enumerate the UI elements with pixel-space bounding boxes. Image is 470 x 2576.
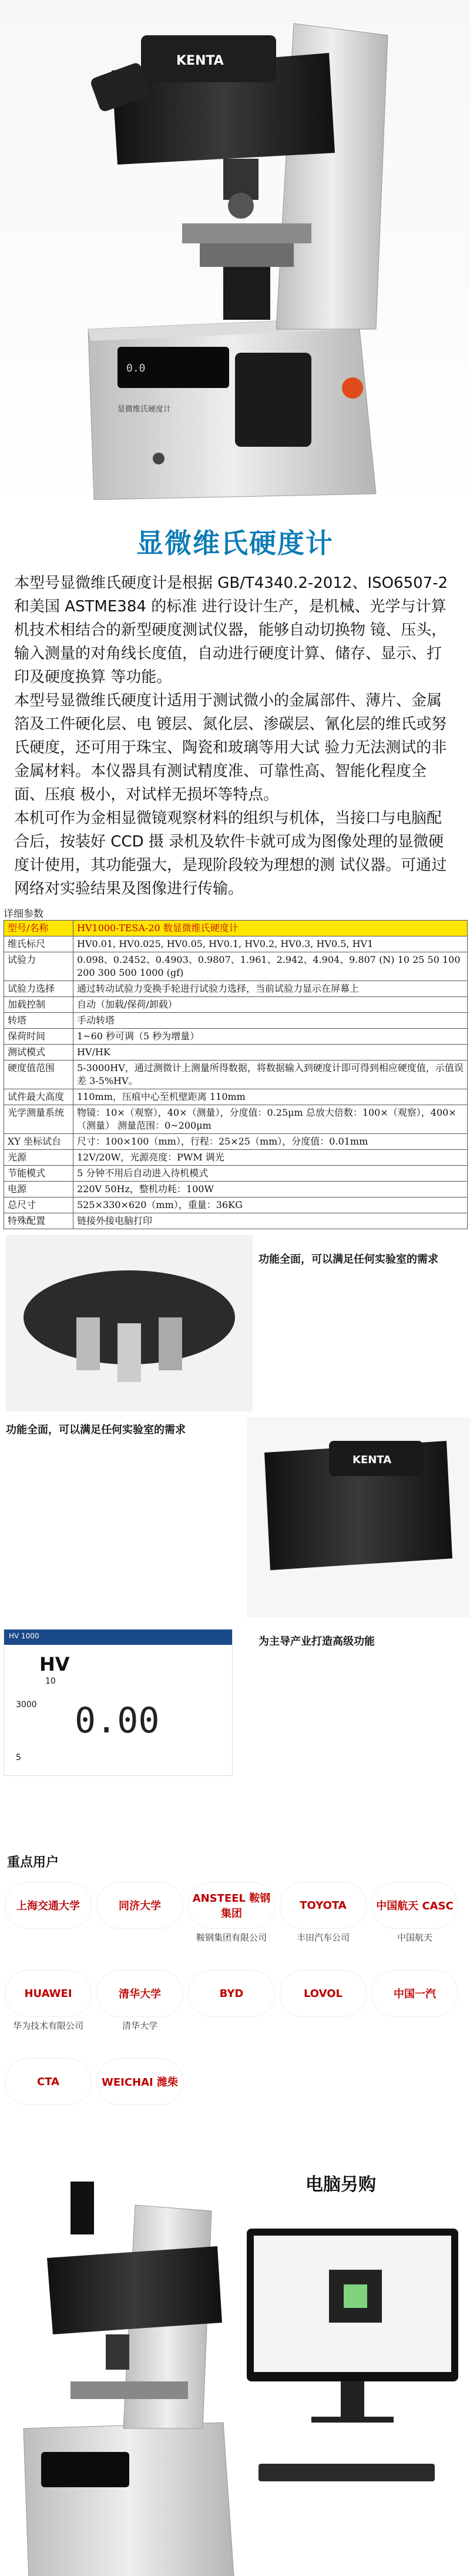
spec-key: 电源 [4,1182,73,1197]
user-logo-caption: 鞍钢集团有限公司 [196,1932,267,1943]
user-logo-name: 清华大学 [96,1970,183,2017]
spec-value: 1~60 秒可调（5 秒为增量） [73,1029,468,1045]
spec-value: 220V 50Hz，整机功耗：100W [73,1182,468,1197]
key-users-section [0,1852,470,2158]
computer-sold-separately-label: 电脑另购 [306,2174,376,2195]
spec-value: 尺寸：100×100（mm），行程：25×25（mm），分度值：0.01mm [73,1134,468,1150]
user-logo [280,1970,367,2019]
user-logo-name: 同济大学 [96,1882,183,1929]
spec-row [4,1060,468,1089]
user-logo-name: TOYOTA [280,1882,367,1929]
user-logo-name: BYD [188,1970,275,2017]
spec-value: 525×330×620（mm），重量：36KG [73,1197,468,1213]
spec-value: 链接外接电脑打印 [73,1213,468,1229]
user-logo [280,1882,367,1943]
spec-row [4,981,468,997]
spec-value: HV0.01, HV0.025, HV0.05, HV0.1, HV0.2, HV0.3, HV0.5, HV1 [73,936,468,952]
user-logo [371,1970,458,2019]
spec-row [4,921,468,936]
user-logo [96,2058,183,2107]
feature-card-c [258,1635,458,1649]
user-logo [371,1882,458,1943]
user-logo-name: 上海交通大学 [5,1882,92,1929]
screen-label-3000: 3000 [16,1700,37,1709]
user-logo-name: ANSTEEL 鞍钢集团 [188,1882,275,1929]
user-logo-caption: 丰田汽车公司 [296,1932,350,1943]
feature-b-title: 功能全面，可以满足任何实验室的需求 [6,1424,186,1436]
page-title: 显微维氏硬度计 [136,527,334,559]
user-logo-name: 中国航天 CASC [371,1882,458,1929]
spec-row [4,1182,468,1197]
spec-row [4,1197,468,1213]
user-logo [188,1882,275,1943]
spec-row [4,1134,468,1150]
spec-row [4,936,468,952]
user-logo [96,1882,183,1931]
hero-machine-image [0,0,470,517]
spec-row [4,1105,468,1134]
feature-c-title: 为主导产业打造高级功能 [258,1635,375,1648]
screen-model: HV 1000 [4,1630,232,1645]
svg-text:KENTA: KENTA [176,53,224,68]
intro-text [0,571,470,901]
spec-key: 转塔 [4,1013,73,1029]
svg-text:显微维氏硬度计: 显微维氏硬度计 [118,405,172,414]
user-logo [188,1970,275,2019]
svg-text:KENTA: KENTA [352,1454,392,1466]
spec-value: 5 分钟不用后自动进入待机模式 [73,1166,468,1182]
svg-text:0.0: 0.0 [126,362,146,374]
spec-key: 特殊配置 [4,1213,73,1229]
user-logo-name: LOVOL [280,1970,367,2017]
user-logo-name: WEICHAI 潍柴 [96,2058,183,2105]
spec-row [4,1013,468,1029]
spec-key: 硬度值范围 [4,1060,73,1089]
user-logo [5,1970,92,2032]
spec-value: HV/HK [73,1045,468,1060]
spec-key: 光源 [4,1150,73,1166]
feature-a-title: 功能全面，可以满足任何实验室的需求 [258,1253,438,1266]
screen-sub: 10 [45,1677,56,1686]
spec-value: 110mm，压痕中心至机壁距离 110mm [73,1089,468,1105]
spec-key: XY 坐标试台 [4,1134,73,1150]
spec-value: HV1000-TESA-20 数显微维氏硬度计 [73,921,468,936]
spec-key: 加载控制 [4,997,73,1013]
spec-key: 试验力选择 [4,981,73,997]
screen-unit: HV [39,1653,70,1675]
spec-value: 手动转塔 [73,1013,468,1029]
spec-key: 节能模式 [4,1166,73,1182]
spec-row [4,952,468,981]
feature-card-b [6,1423,229,1437]
spec-row [4,1166,468,1182]
params-label: 详细参数 [4,908,43,920]
intro-paragraph-2: 本型号显微维氏硬度计适用于测试微小的金属部件、薄片、金属箔及工件硬化层、电 镀层、氮化层、渗碳层、氰化层的维氏或努氏硬度，还可用于珠宝、陶瓷和玻璃等用大试 验力无法测试的非金属材料。本仪器具有测试精度准、可靠性高、智能化程度全面、压痕 极小，对试样无损坏等特点。 [14,692,447,804]
spec-key: 型号/名称 [4,921,73,936]
bottom-section [0,2158,470,2576]
user-logo-name: CTA [5,2058,92,2105]
spec-key: 保荷时间 [4,1029,73,1045]
user-logo-caption: 华为技术有限公司 [12,2020,83,2031]
spec-row [4,997,468,1013]
spec-row [4,1029,468,1045]
spec-key: 试验力 [4,952,73,981]
user-logo [5,2058,92,2107]
key-users-heading: 重点用户 [7,1855,59,1870]
user-logo [96,1970,183,2032]
software-screen [4,1629,233,1776]
spec-table [4,920,468,1229]
user-logo [5,1882,92,1931]
machine-and-computer-photo [0,2158,470,2576]
user-logo-caption: 清华大学 [122,2020,157,2031]
spec-key: 总尺寸 [4,1197,73,1213]
spec-row [4,1213,468,1229]
intro-paragraph-3: 本机可作为金相显微镜观察材料的组织与机体，当接口与电脑配合后，按装好 CCD 摄 录机及软件卡就可成为图像处理的显微硬度计使用，其功能强大，是现阶段较为理想的测 试仪器。可通过网络对实验结果及图像进行传输。 [14,809,447,898]
spec-value: 物镜：10×（观察），40×（测量），分度值：0.25μm 总放大倍数：100×（观察），400×（测量） 测量范围：0~200μm [73,1105,468,1134]
intro-paragraph-1: 本型号显微维氏硬度计是根据 GB/T4340.2-2012、ISO6507-2 和美国 ASTME384 的标准 进行设计生产，是机械、光学与计算机技术相结合的新型硬度测试仪器，能够自动切换物 镜、压头，输入测量的对角线长度值，自动进行硬度计算、储存、显示、打印及硬度换算 等功能。 [14,574,448,686]
spec-key: 维氏标尺 [4,936,73,952]
spec-key: 光学测量系统 [4,1105,73,1134]
user-logo-name: 中国一汽 [371,1970,458,2017]
spec-row [4,1089,468,1105]
spec-key: 试件最大高度 [4,1089,73,1105]
screen-value: 0.00 [75,1700,160,1741]
hardness-tester-illustration [0,0,470,517]
feature-gallery [0,1229,470,1852]
spec-value: 0.098、0.2452、0.4903、0.9807、1.961、2.942、4.904、9.807 (N) 10 25 50 100 200 300 500 1000 (gf) [73,952,468,981]
feature-card-a [258,1253,458,1267]
spec-row [4,1045,468,1060]
spec-value: 通过转动试验力变换手轮进行试验力选择，当前试验力显示在屏幕上 [73,981,468,997]
screen-label-5: 5 [16,1753,21,1762]
spec-row [4,1150,468,1166]
spec-key: 测试模式 [4,1045,73,1060]
spec-value: 5-3000HV，通过测微计上测量所得数据，将数据输入到硬度计即可得到相应硬度值，示值误差 3-5%HV。 [73,1060,468,1089]
spec-value: 自动（加载/保荷/卸载） [73,997,468,1013]
user-logo-caption: 中国航天 [397,1932,432,1943]
spec-value: 12V/20W，光源亮度：PWM 调光 [73,1150,468,1166]
user-logo-name: HUAWEI [5,1970,92,2017]
